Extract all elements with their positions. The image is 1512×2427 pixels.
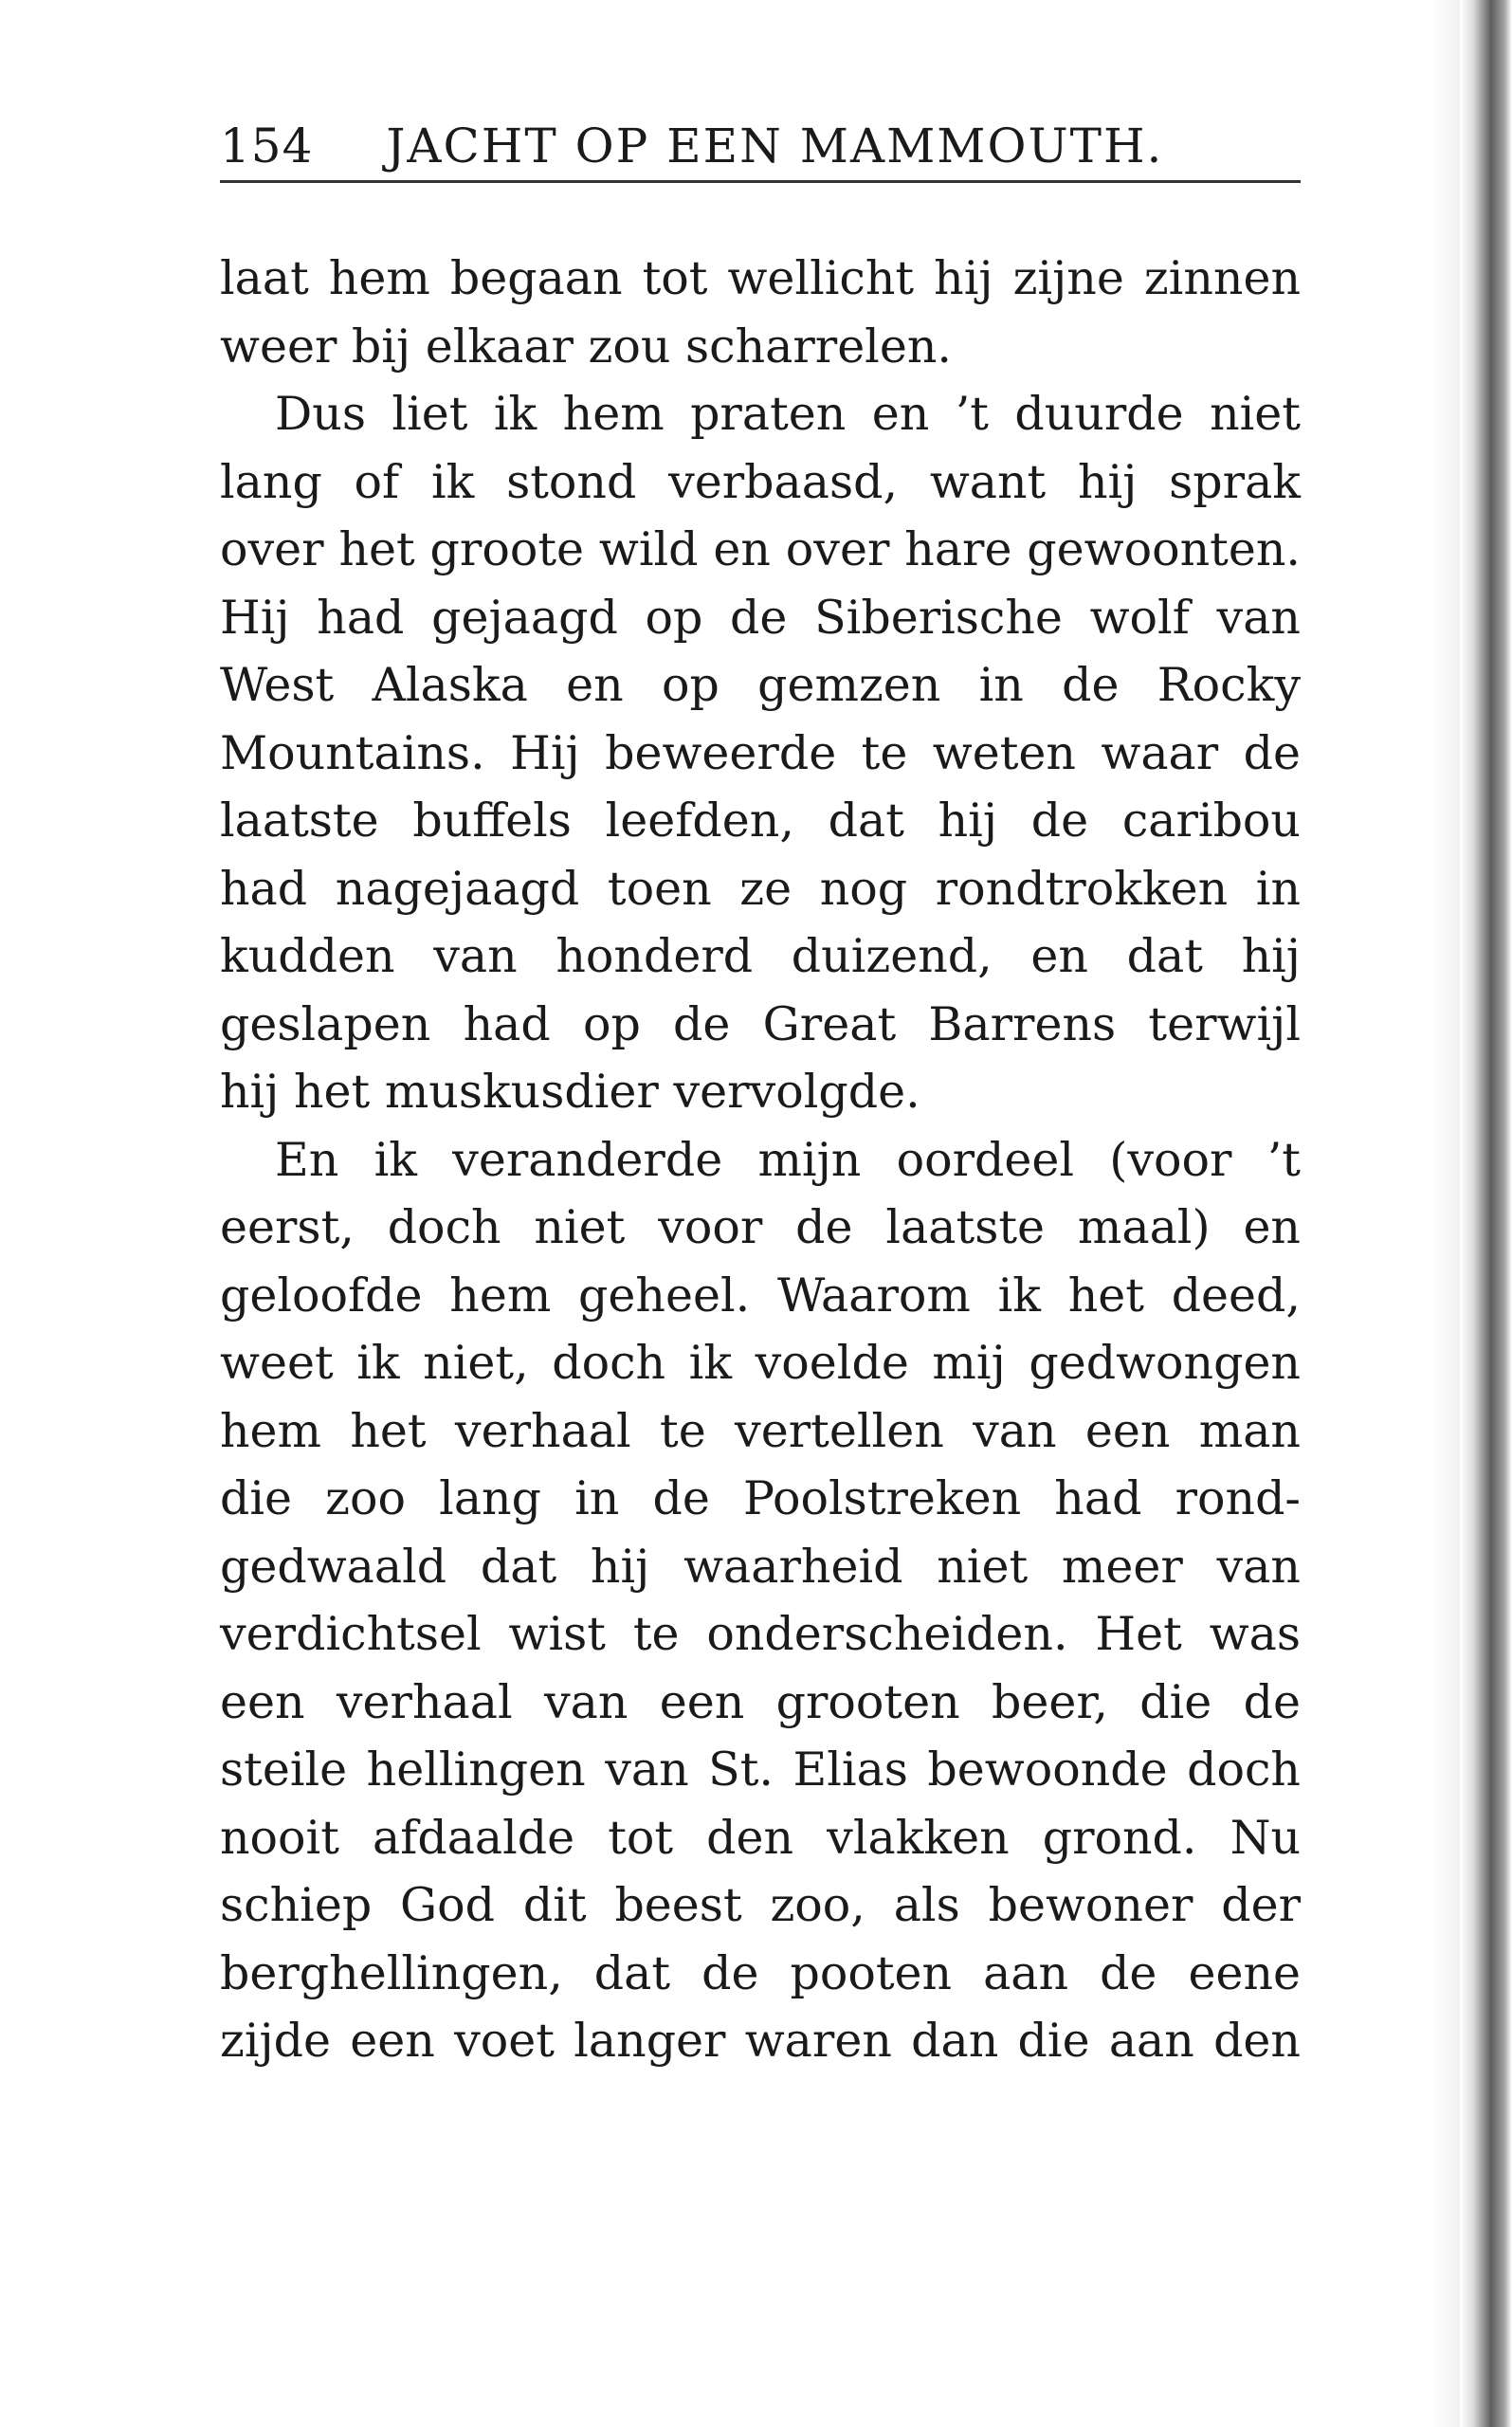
text-line: geloofde hem geheel. Waarom ik het deed,	[220, 1268, 1301, 1323]
text-line: hij het muskusdier vervolgde.	[220, 1065, 920, 1119]
text-line: geslapen had op de Great Barrens terwijl	[220, 996, 1301, 1051]
text-line: steile hellingen van St. Elias bewoonde doch	[220, 1743, 1301, 1797]
text-line: nooit afdaalde tot den vlakken grond. Nu	[220, 1810, 1301, 1865]
text-line: laatste buffels leefden, dat hij de caribou	[220, 794, 1301, 848]
text-line: had nagejaagd toen ze nog rondtrokken in	[220, 861, 1301, 916]
text-line: Dus liet ik hem praten en ’t duurde niet	[275, 387, 1301, 441]
text-line: over het groote wild en over hare gewoonten.	[220, 522, 1301, 576]
text-line: zijde een voet langer waren dan die aan den	[220, 2014, 1301, 2068]
text-line: kudden van honderd duizend, en dat hij	[220, 929, 1301, 983]
text-line: verdichtsel wist te onderscheiden. Het was	[220, 1607, 1301, 1661]
page-edge-shadow	[1460, 0, 1512, 2427]
page-number: 154	[220, 119, 314, 173]
text-line: weer bij elkaar zou scharrelen.	[220, 319, 952, 374]
text-line: berghellingen, dat de pooten aan de eene	[220, 1945, 1301, 2000]
text-line: hem het verhaal te vertellen van een man	[220, 1403, 1301, 1458]
text-line: lang of ik stond verbaasd, want hij sprak	[220, 454, 1301, 509]
running-title: JACHT OP EEN MAMMOUTH.	[386, 119, 1164, 173]
text-line: Hij had gejaagd op de Siberische wolf van	[220, 590, 1301, 645]
text-line: En ik veranderde mijn oordeel (voor ’t	[275, 1132, 1301, 1187]
running-head	[220, 112, 1301, 183]
text-line: Mountains. Hij beweerde te weten waar de	[220, 725, 1301, 780]
text-line: die zoo lang in de Poolstreken had rond-	[220, 1471, 1301, 1525]
text-line: laat hem begaan tot wellicht hij zijne zinnen	[220, 251, 1301, 305]
text-line: eerst, doch niet voor de laatste maal) en	[220, 1200, 1301, 1254]
text-line: schiep God dit beest zoo, als bewoner der	[220, 1878, 1301, 1932]
text-line: West Alaska en op gemzen in de Rocky	[220, 658, 1301, 712]
body-text	[220, 245, 1301, 2075]
text-line: weet ik niet, doch ik voelde mij gedwongen	[220, 1336, 1301, 1390]
text-line: een verhaal van een grooten beer, die de	[220, 1674, 1301, 1729]
text-line: gedwaald dat hij waarheid niet meer van	[220, 1539, 1301, 1594]
page-edge-fade	[1431, 0, 1460, 2427]
